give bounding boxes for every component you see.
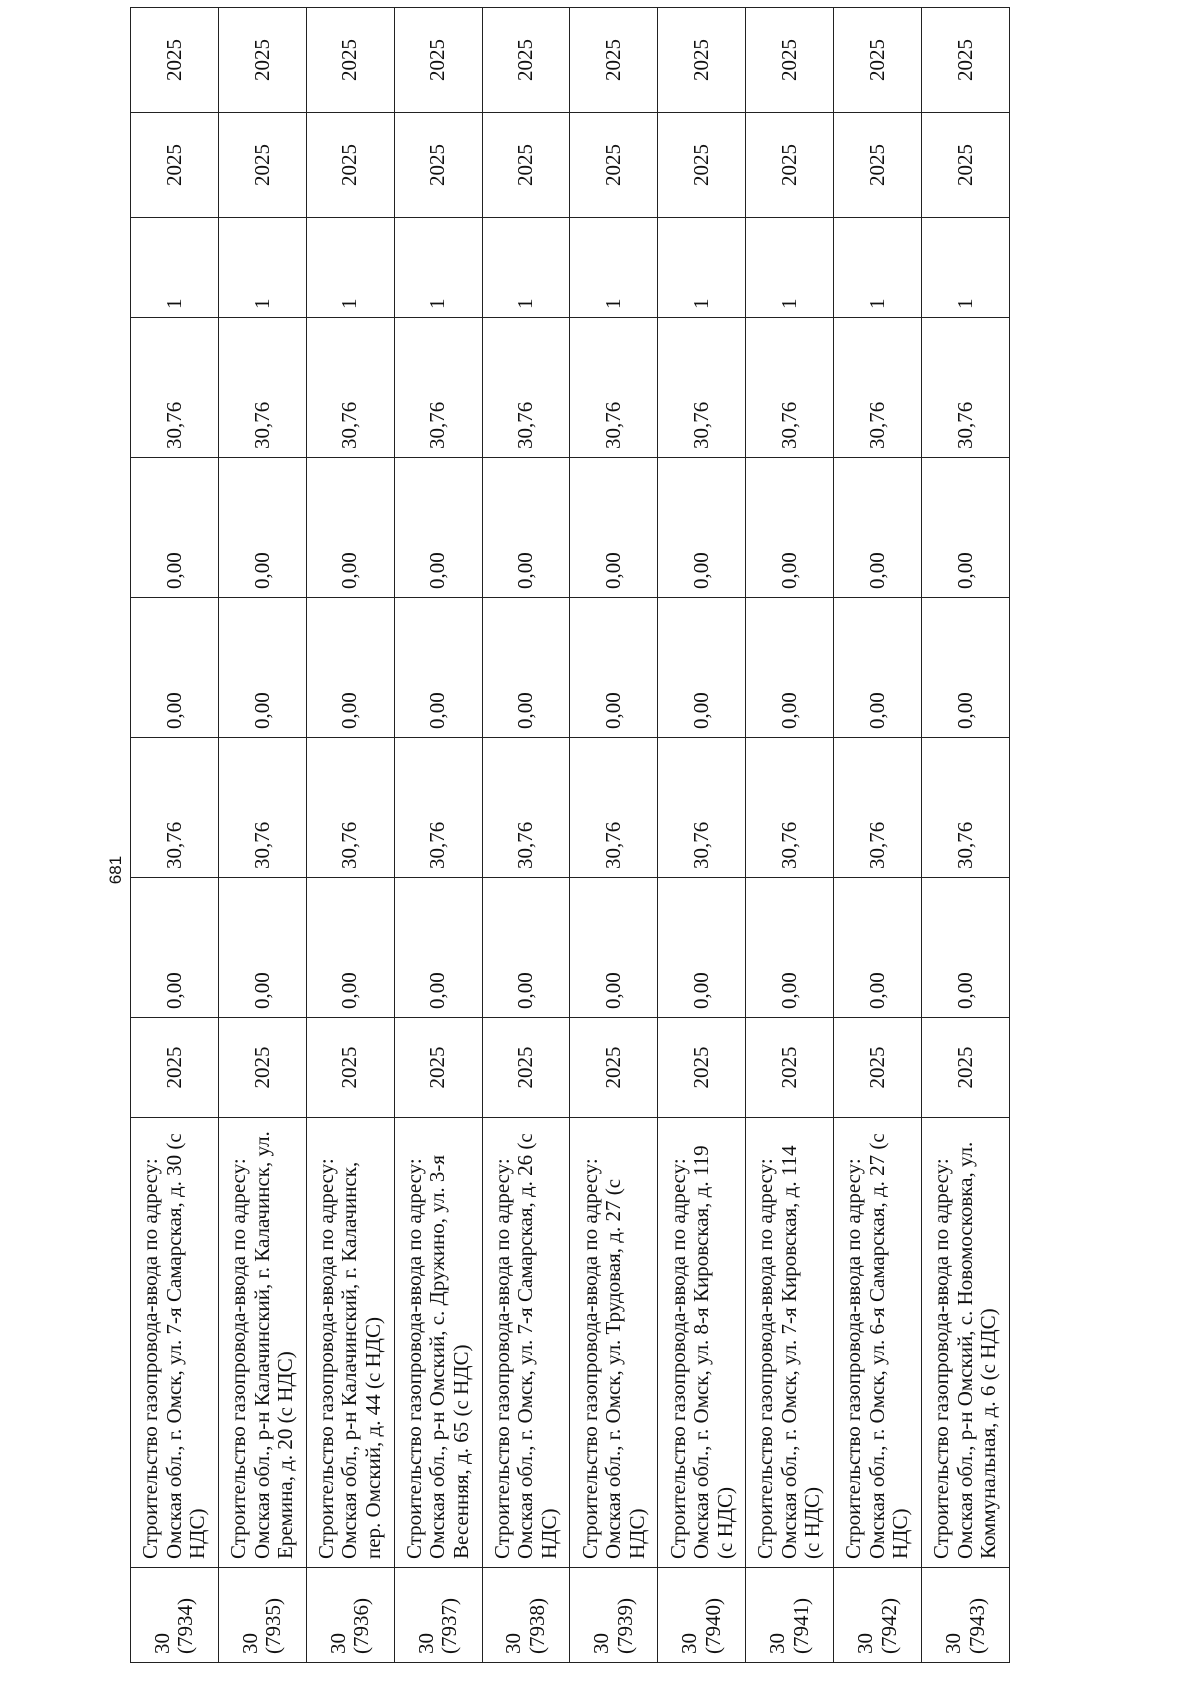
table-body xyxy=(131,8,1010,1663)
cell-value-4: 0,00 xyxy=(922,458,1010,598)
cell-year-start: 2025 xyxy=(218,113,306,218)
cell-year-start: 2025 xyxy=(394,113,482,218)
cell-year: 2025 xyxy=(394,1018,482,1118)
cell-value-2: 30,76 xyxy=(482,738,570,878)
cell-year: 2025 xyxy=(306,1018,394,1118)
cell-count: 1 xyxy=(922,218,1010,318)
cell-value-4: 0,00 xyxy=(394,458,482,598)
cell-id: 30 (7939) xyxy=(570,1568,658,1663)
cell-year: 2025 xyxy=(570,1018,658,1118)
cell-year-start: 2025 xyxy=(131,113,219,218)
cell-year-start: 2025 xyxy=(306,113,394,218)
cell-value-5: 30,76 xyxy=(394,318,482,458)
cell-year-start: 2025 xyxy=(746,113,834,218)
cell-value-1: 0,00 xyxy=(746,878,834,1018)
page-number: 681 xyxy=(106,855,125,885)
cell-id: 30 (7937) xyxy=(394,1568,482,1663)
cell-year-end: 2025 xyxy=(131,8,219,113)
table-row xyxy=(306,8,394,1663)
cell-value-5: 30,76 xyxy=(482,318,570,458)
cell-year: 2025 xyxy=(834,1018,922,1118)
cell-year-end: 2025 xyxy=(746,8,834,113)
cell-year-start: 2025 xyxy=(834,113,922,218)
investment-table xyxy=(130,7,1010,1663)
cell-id: 30 (7934) xyxy=(131,1568,219,1663)
cell-value-1: 0,00 xyxy=(834,878,922,1018)
cell-value-1: 0,00 xyxy=(922,878,1010,1018)
cell-value-3: 0,00 xyxy=(394,598,482,738)
cell-value-2: 30,76 xyxy=(834,738,922,878)
cell-id: 30 (7938) xyxy=(482,1568,570,1663)
cell-value-4: 0,00 xyxy=(746,458,834,598)
cell-year-start: 2025 xyxy=(922,113,1010,218)
cell-year-end: 2025 xyxy=(922,8,1010,113)
cell-value-3: 0,00 xyxy=(922,598,1010,738)
cell-year-end: 2025 xyxy=(834,8,922,113)
table-row xyxy=(218,8,306,1663)
cell-id: 30 (7942) xyxy=(834,1568,922,1663)
cell-value-1: 0,00 xyxy=(394,878,482,1018)
cell-value-5: 30,76 xyxy=(922,318,1010,458)
cell-value-4: 0,00 xyxy=(482,458,570,598)
cell-name: Строительство газопровода-ввода по адресу: Омская обл., г. Омск, ул. 7-я Самарская, д. 26 (с НДС) xyxy=(482,1118,570,1568)
cell-value-2: 30,76 xyxy=(306,738,394,878)
cell-year: 2025 xyxy=(658,1018,746,1118)
cell-value-4: 0,00 xyxy=(306,458,394,598)
cell-count: 1 xyxy=(570,218,658,318)
table-row xyxy=(922,8,1010,1663)
rotated-table-container xyxy=(130,33,1010,1663)
table-row xyxy=(746,8,834,1663)
cell-id: 30 (7943) xyxy=(922,1568,1010,1663)
cell-value-2: 30,76 xyxy=(394,738,482,878)
cell-value-1: 0,00 xyxy=(131,878,219,1018)
cell-name: Строительство газопровода-ввода по адресу: Омская обл., р-н Омский, с. Новомосковка, ул. Коммунальная, д. 6 (с НДС) xyxy=(922,1118,1010,1568)
cell-value-1: 0,00 xyxy=(658,878,746,1018)
cell-year-end: 2025 xyxy=(394,8,482,113)
cell-value-3: 0,00 xyxy=(746,598,834,738)
cell-count: 1 xyxy=(834,218,922,318)
cell-value-5: 30,76 xyxy=(746,318,834,458)
cell-year-end: 2025 xyxy=(306,8,394,113)
cell-value-3: 0,00 xyxy=(834,598,922,738)
cell-value-3: 0,00 xyxy=(306,598,394,738)
cell-id: 30 (7941) xyxy=(746,1568,834,1663)
cell-year-end: 2025 xyxy=(218,8,306,113)
cell-id: 30 (7940) xyxy=(658,1568,746,1663)
cell-value-2: 30,76 xyxy=(922,738,1010,878)
cell-value-2: 30,76 xyxy=(746,738,834,878)
table-row xyxy=(658,8,746,1663)
cell-value-4: 0,00 xyxy=(570,458,658,598)
cell-name: Строительство газопровода-ввода по адресу: Омская обл., г. Омск, ул. 7-я Кировская, д. 114 (с НДС) xyxy=(746,1118,834,1568)
cell-year-end: 2025 xyxy=(658,8,746,113)
cell-value-3: 0,00 xyxy=(131,598,219,738)
cell-name: Строительство газопровода-ввода по адресу: Омская обл., р-н Омский, с. Дружино, ул. 3-я Весенняя, д. 65 (с НДС) xyxy=(394,1118,482,1568)
cell-value-4: 0,00 xyxy=(131,458,219,598)
cell-value-3: 0,00 xyxy=(218,598,306,738)
cell-value-2: 30,76 xyxy=(658,738,746,878)
table-row xyxy=(834,8,922,1663)
cell-year: 2025 xyxy=(922,1018,1010,1118)
cell-value-3: 0,00 xyxy=(658,598,746,738)
cell-name: Строительство газопровода-ввода по адресу: Омская обл., р-н Калачинский, г. Калачинск, пер. Омский, д. 44 (с НДС) xyxy=(306,1118,394,1568)
cell-id: 30 (7935) xyxy=(218,1568,306,1663)
cell-year: 2025 xyxy=(746,1018,834,1118)
cell-value-4: 0,00 xyxy=(218,458,306,598)
cell-value-1: 0,00 xyxy=(570,878,658,1018)
cell-name: Строительство газопровода-ввода по адресу: Омская обл., г. Омск, ул. 7-я Самарская, д. 30 (с НДС) xyxy=(131,1118,219,1568)
cell-name: Строительство газопровода-ввода по адресу: Омская обл., г. Омск, ул. 6-я Самарская, д. 27 (с НДС) xyxy=(834,1118,922,1568)
cell-count: 1 xyxy=(306,218,394,318)
cell-year-start: 2025 xyxy=(658,113,746,218)
cell-value-5: 30,76 xyxy=(834,318,922,458)
cell-year-end: 2025 xyxy=(570,8,658,113)
cell-value-1: 0,00 xyxy=(482,878,570,1018)
cell-count: 1 xyxy=(746,218,834,318)
cell-value-4: 0,00 xyxy=(658,458,746,598)
cell-value-3: 0,00 xyxy=(570,598,658,738)
cell-id: 30 (7936) xyxy=(306,1568,394,1663)
cell-year-start: 2025 xyxy=(482,113,570,218)
table-row xyxy=(394,8,482,1663)
cell-year: 2025 xyxy=(131,1018,219,1118)
cell-value-5: 30,76 xyxy=(306,318,394,458)
cell-value-3: 0,00 xyxy=(482,598,570,738)
cell-value-2: 30,76 xyxy=(131,738,219,878)
cell-count: 1 xyxy=(131,218,219,318)
cell-name: Строительство газопровода-ввода по адресу: Омская обл., г. Омск, ул. Трудовая, д. 27 (с НДС) xyxy=(570,1118,658,1568)
cell-value-5: 30,76 xyxy=(218,318,306,458)
cell-name: Строительство газопровода-ввода по адресу: Омская обл., р-н Калачинский, г. Калачинск, ул. Еремина, д. 20 (с НДС) xyxy=(218,1118,306,1568)
table-row xyxy=(570,8,658,1663)
cell-count: 1 xyxy=(658,218,746,318)
cell-count: 1 xyxy=(394,218,482,318)
table-row xyxy=(482,8,570,1663)
cell-value-2: 30,76 xyxy=(570,738,658,878)
cell-value-5: 30,76 xyxy=(658,318,746,458)
cell-name: Строительство газопровода-ввода по адресу: Омская обл., г. Омск, ул. 8-я Кировская, д. 119 (с НДС) xyxy=(658,1118,746,1568)
cell-count: 1 xyxy=(482,218,570,318)
cell-year-end: 2025 xyxy=(482,8,570,113)
cell-value-1: 0,00 xyxy=(218,878,306,1018)
cell-value-2: 30,76 xyxy=(218,738,306,878)
cell-count: 1 xyxy=(218,218,306,318)
cell-year-start: 2025 xyxy=(570,113,658,218)
cell-value-1: 0,00 xyxy=(306,878,394,1018)
cell-year: 2025 xyxy=(218,1018,306,1118)
cell-year: 2025 xyxy=(482,1018,570,1118)
table-row xyxy=(131,8,219,1663)
cell-value-5: 30,76 xyxy=(570,318,658,458)
cell-value-4: 0,00 xyxy=(834,458,922,598)
cell-value-5: 30,76 xyxy=(131,318,219,458)
